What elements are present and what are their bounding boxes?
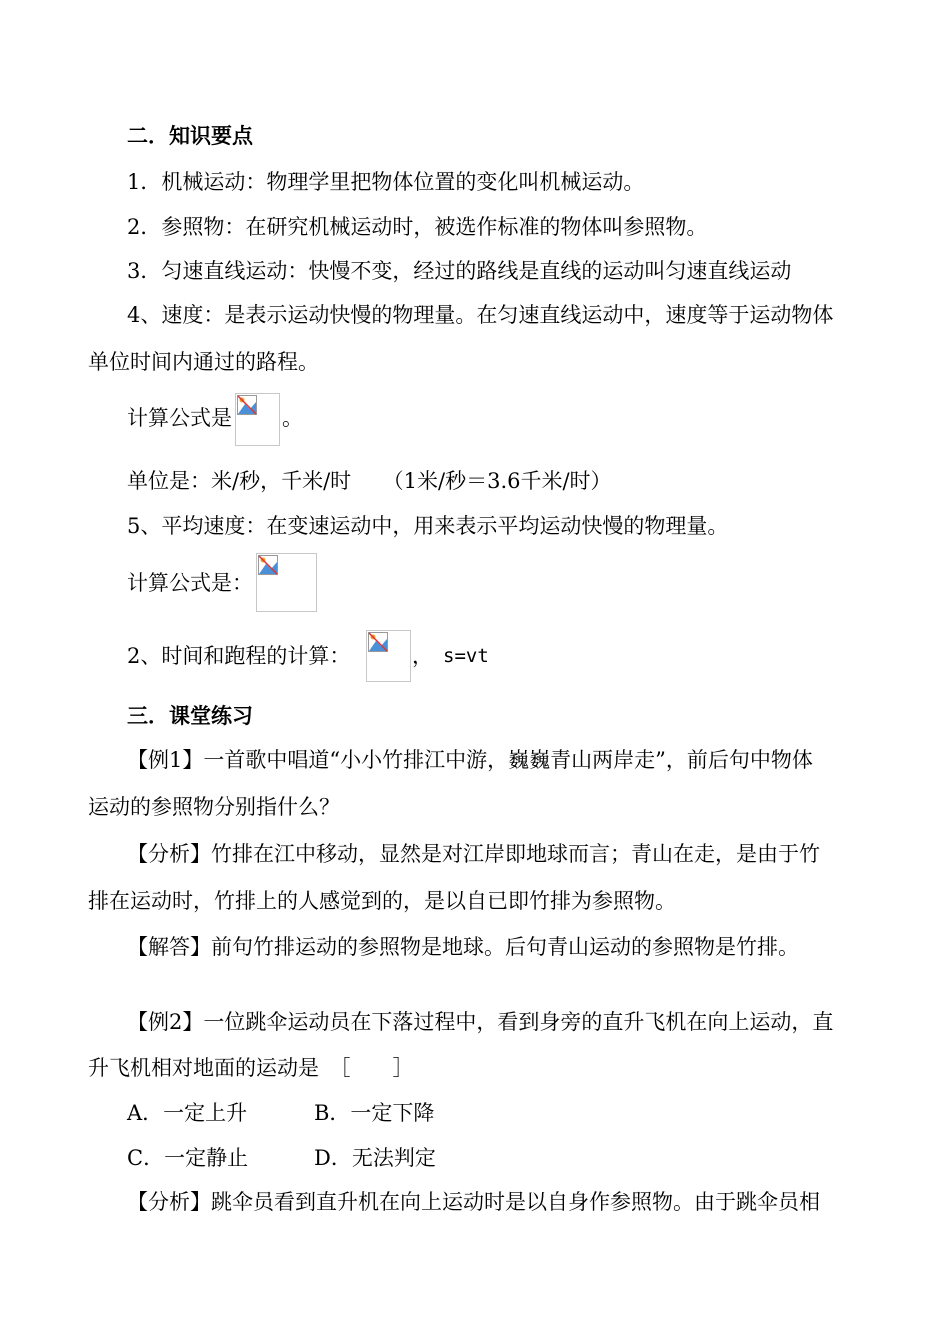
- paragraph-units: 单位是：米/秒，千米/时 （1米/秒＝3.6千米/时）: [127, 469, 612, 493]
- paragraph-uniform-motion: 3．匀速直线运动：快慢不变，经过的路线是直线的运动叫匀速直线运动: [127, 259, 792, 283]
- answer1: 【解答】前句竹排运动的参照物是地球。后句青山运动的参照物是竹排。: [127, 935, 799, 959]
- example2-line2: 升飞机相对地面的运动是 ［ ］: [88, 1056, 414, 1080]
- paragraph-mechanical-motion: 1．机械运动：物理学里把物体位置的变化叫机械运动。: [127, 170, 645, 194]
- formula-image-time: [366, 630, 411, 682]
- formula-separator: ，: [412, 644, 433, 668]
- option-d: D．无法判定: [314, 1146, 436, 1170]
- section-heading-knowledge: 二．知识要点: [127, 124, 253, 148]
- formula-suffix: 。: [282, 406, 303, 430]
- broken-image-icon: [258, 555, 278, 575]
- option-b: B．一定下降: [314, 1101, 435, 1125]
- paragraph-average-speed: 5、平均速度：在变速运动中，用来表示平均运动快慢的物理量。: [127, 514, 729, 538]
- option-a: A．一定上升: [127, 1101, 248, 1125]
- formula-image-average: [256, 553, 317, 612]
- broken-image-icon: [237, 395, 257, 415]
- paragraph-time-distance: 2、时间和跑程的计算：: [127, 644, 351, 668]
- formula-distance: s=vt: [443, 645, 489, 667]
- example2-line1: 【例2】一位跳伞运动员在下落过程中，看到身旁的直升飞机在向上运动，直: [127, 1010, 834, 1034]
- paragraph-speed-line2: 单位时间内通过的路程。: [88, 350, 319, 374]
- example1-line1: 【例1】一首歌中唱道“小小竹排江中游，巍巍青山两岸走”，前后句中物体: [127, 748, 813, 772]
- broken-image-icon: [368, 632, 388, 652]
- formula-label-speed: 计算公式是: [127, 406, 232, 430]
- formula-image-speed: [235, 393, 280, 446]
- analysis1-line1: 【分析】竹排在江中移动，显然是对江岸即地球而言；青山在走，是由于竹: [127, 842, 820, 866]
- paragraph-speed-line1: 4、速度：是表示运动快慢的物理量。在匀速直线运动中，速度等于运动物体: [127, 303, 834, 327]
- paragraph-reference-object: 2．参照物：在研究机械运动时，被选作标准的物体叫参照物。: [127, 215, 708, 239]
- example1-line2: 运动的参照物分别指什么？: [88, 795, 340, 819]
- analysis1-line2: 排在运动时，竹排上的人感觉到的，是以自已即竹排为参照物。: [88, 889, 676, 913]
- option-c: C．一定静止: [127, 1146, 249, 1170]
- analysis2-line1: 【分析】跳伞员看到直升机在向上运动时是以自身作参照物。由于跳伞员相: [127, 1190, 820, 1214]
- formula-label-average: 计算公式是：: [127, 571, 253, 595]
- section-heading-practice: 三．课堂练习: [127, 704, 253, 728]
